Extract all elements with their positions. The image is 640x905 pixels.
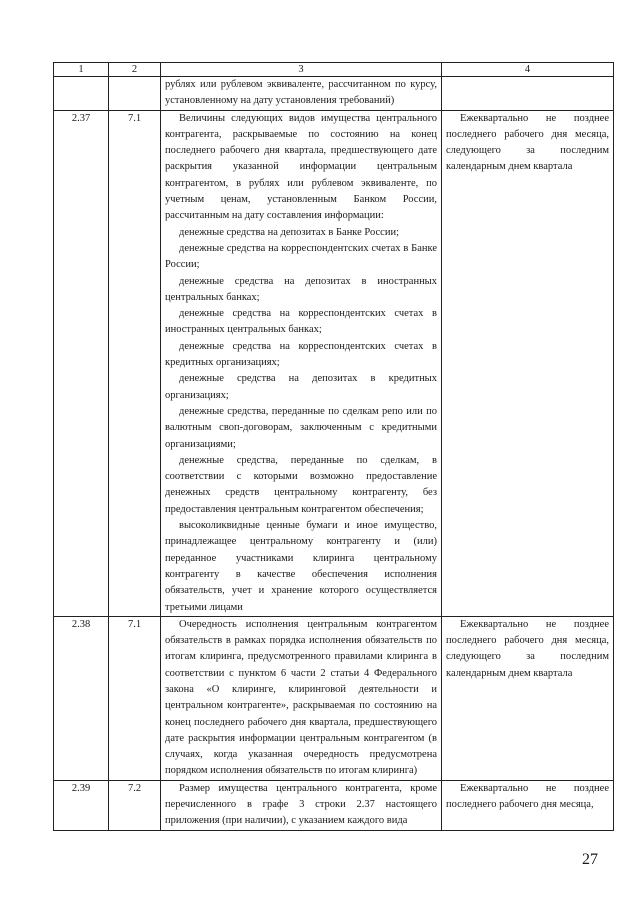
continuation-num-cell [54, 77, 109, 111]
row-description [161, 780, 442, 830]
row-description [161, 110, 442, 616]
header-cell-3: 3 [161, 63, 442, 77]
continuation-ref-cell [109, 77, 161, 111]
table-row [54, 110, 614, 616]
description-paragraph: Очередность исполнения центральным контрагентом обязательств в рамках порядка исполнения обязательств по итогам клиринга, предусмотренного правилами клиринга в соответствии с пунктом 6 части 2 статьи 4 Федерального закона «О клиринге, клиринговой деятельности и центральном контрагенте», раскрываемая по состоянию на конец последнего рабочего дня квартала, предшествующего дате раскрытия информации центральным контрагентом (в случаях, когда указанная очередность предусмотрена порядком исполнения обязательств по итогам клиринга) [165, 618, 437, 777]
header-cell-4: 4 [442, 63, 614, 77]
asset-list-item: денежные средства на депозитах в Банке России; [179, 226, 400, 238]
description-paragraph: Размер имущества центрального контрагента, кроме перечисленного в графе 3 строки 2.37 настоящего приложения (при наличии), с указанием каждого вида [165, 782, 437, 827]
row-number: 2.38 [54, 616, 109, 780]
row-deadline: Ежеквартально не позднее последнего рабочего дня месяца, следующего за последним календарным днем квартала [446, 112, 609, 173]
row-reference: 7.1 [109, 616, 161, 780]
page-number: 27 [582, 851, 598, 868]
row-number: 2.37 [54, 110, 109, 616]
description-paragraph: Величины следующих видов имущества центрального контрагента, раскрываемые по состоянию на конец последнего рабочего дня квартала, предшествующего дате раскрытия указанной информации центральным контрагентом, в рублях или рублевом эквиваленте, по учетным ценам, установленным Банком России, рассчитанным на дату составления информации: [165, 112, 437, 222]
asset-list-item: высоколиквидные ценные бумаги и иное имущество, принадлежащее центральному контрагенту и (или) переданное участниками клиринга центральному контрагенту в качестве обеспечения исполнения обязательств, учет и хранение которого осуществляется третьими лицами [165, 520, 437, 613]
continuation-text: рублях или рублевом эквиваленте, рассчитанном по курсу, установленному на дату установления требований) [165, 79, 437, 107]
table-row [54, 780, 614, 830]
asset-list-item: денежные средства на корреспондентских счетах в иностранных центральных банках; [165, 308, 437, 336]
header-cell-2: 2 [109, 63, 161, 77]
asset-list-item: денежные средства на депозитах в иностранных центральных банках; [165, 275, 437, 303]
header-cell-1: 1 [54, 63, 109, 77]
disclosure-table [53, 62, 614, 831]
row-deadline-cell [442, 616, 614, 780]
continuation-deadline-cell [442, 77, 614, 111]
table-header-row [54, 63, 614, 77]
asset-list-item: денежные средства на депозитах в кредитных организациях; [165, 373, 437, 401]
asset-list-item: денежные средства, переданные по сделкам репо или по валютным своп-договорам, заключенным с кредитными организациями; [165, 405, 437, 450]
continuation-row [54, 77, 614, 111]
row-reference: 7.2 [109, 780, 161, 830]
asset-list-item: денежные средства на корреспондентских счетах в Банке России; [165, 242, 437, 271]
row-deadline-cell [442, 110, 614, 616]
asset-list-item: денежные средства на корреспондентских счетах в кредитных организациях; [165, 340, 437, 369]
table-row [54, 616, 614, 780]
row-number: 2.39 [54, 780, 109, 830]
continuation-text-cell [161, 77, 442, 111]
row-deadline: Ежеквартально не позднее последнего рабочего дня месяца, следующего за последним календарным днем квартала [446, 618, 609, 679]
row-deadline-cell [442, 780, 614, 830]
row-deadline: Ежеквартально не позднее последнего рабочего дня месяца, [446, 782, 609, 811]
asset-list-item: денежные средства, переданные по сделкам, в соответствии с которыми возможно предоставление денежных средств центральному контрагенту, без предоставления центральным контрагентом обеспечения; [165, 454, 437, 515]
row-reference: 7.1 [109, 110, 161, 616]
row-description [161, 616, 442, 780]
